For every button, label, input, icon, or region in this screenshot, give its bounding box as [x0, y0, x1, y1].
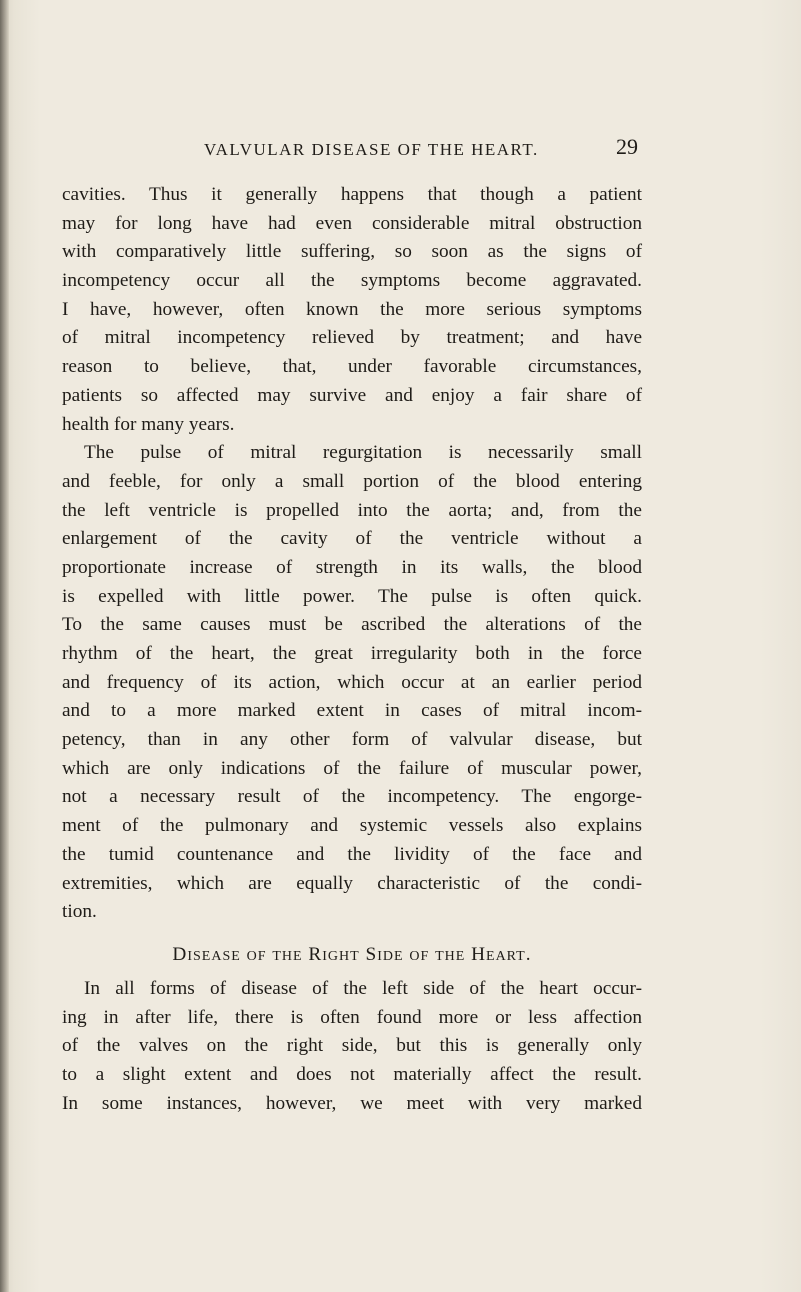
section-heading: Disease of the Right Side of the Heart. [172, 943, 532, 965]
text-line: reason to believe, that, under favorable circumstances, [62, 356, 642, 378]
text-line: and frequency of its action, which occur at an earlier period [62, 671, 642, 693]
text-line: is expelled with little power. The pulse is often quick. [62, 585, 642, 607]
text-line: and feeble, for only a small portion of the blood entering [62, 470, 642, 492]
text-line: In some instances, however, we meet with very marked [62, 1092, 642, 1114]
text-line: of mitral incompetency relieved by treatment; and have [62, 327, 642, 349]
binding-gutter [0, 0, 9, 1292]
text-line: To the same causes must be ascribed the alterations of the [62, 614, 642, 636]
text-line: tion. [62, 901, 97, 923]
text-line: health for many years. [62, 413, 235, 435]
text-line: with comparatively little suffering, so soon as the signs of [62, 241, 642, 263]
text-line: cavities. Thus it generally happens that though a patient [62, 184, 642, 205]
text-line: In all forms of disease of the left side of the heart occur- [84, 977, 642, 999]
paragraph-3 [62, 975, 642, 1118]
text-line: petency, than in any other form of valvular disease, but [62, 729, 642, 751]
text-line: enlargement of the cavity of the ventricle without a [62, 528, 642, 550]
paragraph-1 [62, 181, 642, 439]
text-line: The pulse of mitral regurgitation is necessarily small [84, 442, 642, 464]
text-line: rhythm of the heart, the great irregularity both in the force [62, 643, 642, 664]
text-line: incompetency occur all the symptoms become aggravated. [62, 270, 642, 292]
text-line: and to a more marked extent in cases of mitral incom- [62, 700, 642, 722]
text-line: extremities, which are equally characteristic of the condi- [62, 872, 642, 894]
text-line: I have, however, often known the more serious symptoms [62, 298, 642, 320]
text-line: ing in after life, there is often found more or less affection [62, 1006, 642, 1028]
text-line: which are only indications of the failure of muscular power, [62, 757, 642, 779]
body-text [62, 181, 642, 1118]
text-line: of the valves on the right side, but this is generally only [62, 1035, 642, 1057]
page-number: 29 [616, 134, 638, 159]
text-line: not a necessary result of the incompetency. The engorge- [62, 786, 642, 808]
text-line: the left ventricle is propelled into the aorta; and, from the [62, 499, 642, 521]
text-line: ment of the pulmonary and systemic vessels also explains [62, 815, 642, 837]
text-line: the tumid countenance and the lividity of the face and [62, 843, 642, 865]
text-line: may for long have had even considerable mitral obstruction [62, 212, 642, 234]
running-head: VALVULAR DISEASE OF THE HEART. [204, 140, 539, 159]
text-line: patients so affected may survive and enjoy a fair share of [62, 384, 642, 406]
paragraph-2 [62, 439, 642, 927]
text-line: to a slight extent and does not materially affect the result. [62, 1063, 642, 1085]
text-line: proportionate increase of strength in its walls, the blood [62, 556, 642, 578]
